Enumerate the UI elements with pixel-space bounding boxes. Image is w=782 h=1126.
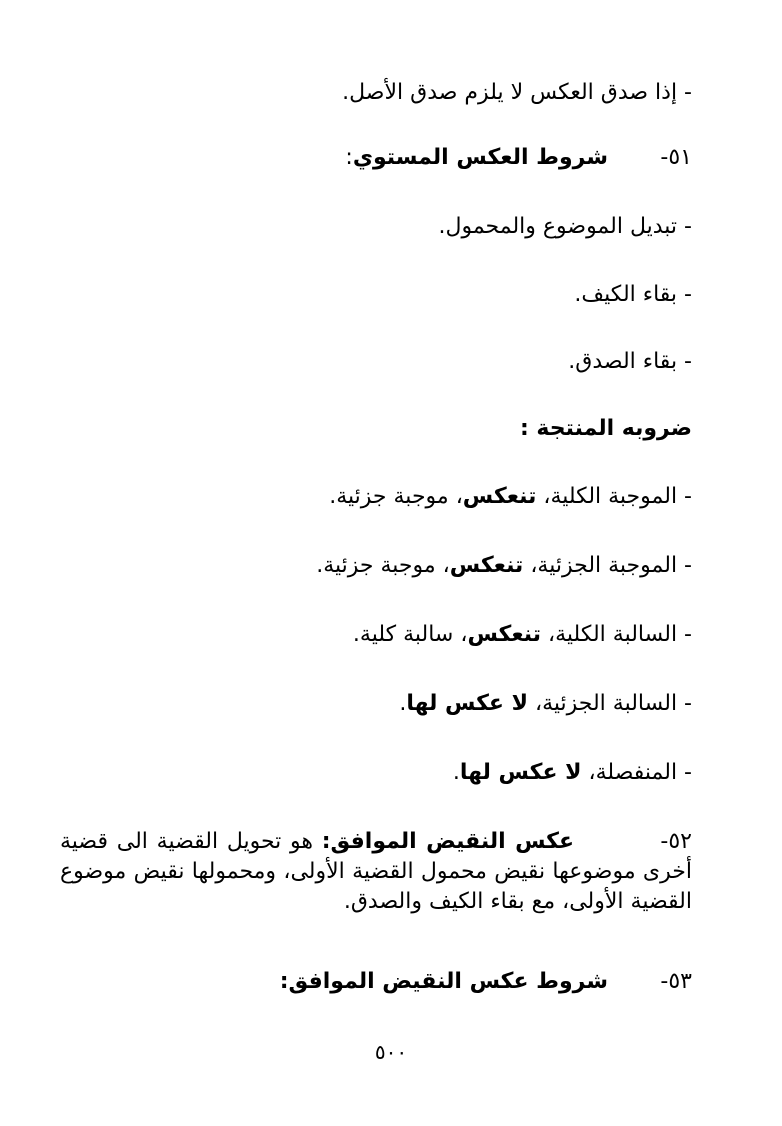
text-line-1: - إذا صدق العكس لا يلزم صدق الأصل. xyxy=(342,80,692,105)
text-line-5: - بقاء الصدق. xyxy=(568,349,692,374)
text-line-3: - تبديل الموضوع والمحمول. xyxy=(438,214,692,239)
section-title: شروط العكس المستوي xyxy=(352,145,608,170)
text-line-9: - السالبة الكلية، تنعكس، سالبة كلية. xyxy=(352,622,692,647)
text-line-7: - الموجبة الكلية، تنعكس، موجبة جزئية. xyxy=(329,484,692,509)
text-line-8: - الموجبة الجزئية، تنعكس، موجبة جزئية. xyxy=(316,553,692,578)
page-number: ٥٠٠ xyxy=(374,1040,408,1064)
section-title: عكس النقيض الموافق: xyxy=(321,829,574,854)
sub-heading: ضروبه المنتجة : xyxy=(519,416,692,441)
section-title: شروط عكس النقيض الموافق: xyxy=(279,969,608,994)
section-number: ٥١- xyxy=(660,145,692,170)
section-52-paragraph xyxy=(60,827,692,917)
section-number: ٥٣- xyxy=(660,969,692,994)
text-line-4: - بقاء الكيف. xyxy=(574,282,692,307)
section-51-heading: ٥١-شروط العكس المستوي: xyxy=(345,143,692,173)
text-line-11: - المنفصلة، لا عكس لها. xyxy=(452,760,692,785)
section-number: ٥٢- xyxy=(660,829,692,854)
section-53-heading xyxy=(280,967,692,997)
section-text: هو تحويل القضية الى قضية أخرى موضوعها نقيض محمول القضية الأولى، ومحمولها نقيض موضوع القضية الأولى، مع بقاء الكيف والصدق. xyxy=(60,829,692,914)
text-line-10: - السالبة الجزئية، لا عكس لها. xyxy=(399,691,692,716)
